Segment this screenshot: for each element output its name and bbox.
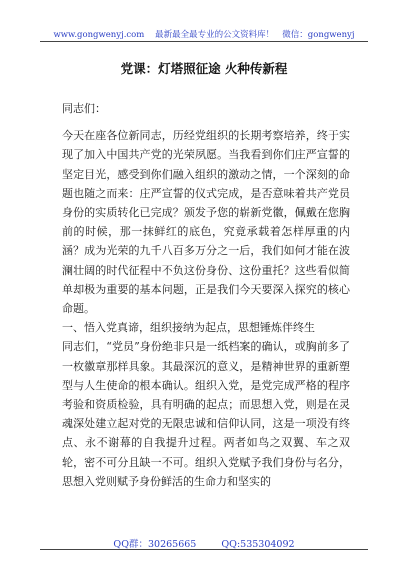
paragraph-intro: 今天在座各位新同志，历经党组织的长期考察培养，终于实现了加入中国共产党的光荣夙愿。当我看到你们庄严宣誓的坚定目光，感受到你们融入组织的激动之情，一个深刻的命题也随之而来：庄严宣誓的仪式完成，是否意味着共产党员身份的实质转化已完成？颁发予您的崭新党徽，佩戴在您胸前的时候，那一抹鲜红的底色，究竟承载着怎样厚重的内涵？成为光荣的九千八百多万分之一后，我们如何才能在波澜壮阔的时代征程中不负这份身份、这份重托？这些看似简单却极为重要的基本问题，正是我们今天要深入探究的核心命题。 [62,129,350,316]
footer-qq-group: QQ群：30265665 [113,539,197,550]
footer-divider [40,549,368,550]
header-divider [40,41,368,42]
header-url[interactable]: www.gongwenyj.com [53,30,145,40]
page-header [40,28,368,40]
section-heading-1: 一、悟入党真谛，组织接纳为起点，思想锤炼伴终生 [62,321,315,335]
document-title: 党课：灯塔照征途 火种传新程 [120,61,288,76]
page-footer [40,536,368,550]
footer-qq: QQ:535304092 [221,539,295,550]
greeting: 同志们： [62,102,106,115]
header-slogan: 最新最全最专业的公文资料库！ [155,30,275,40]
document-body [62,99,350,491]
header-wechat: 微信：gongwenyj [282,30,355,40]
paragraph-section-1: 同志们，“党员”身份绝非只是一纸档案的确认，或胸前多了一枚徽章那样具象。其最深沉的意义，是精神世界的重新塑型与人生使命的根本确认。组织入党，是党完成严格的程序考验和资质检验，具有明确的起点；而思想入党，则是在灵魂深处建立起对党的无限忠诚和信仰认同，这是一项没有终点、永不谢幕的自我提升过程。两者如鸟之双翼、车之双轮，密不可分且缺一不可。组织入党赋予我们身份与名分，思想入党则赋予身份鲜活的生命力和坚实的 [62,340,350,488]
